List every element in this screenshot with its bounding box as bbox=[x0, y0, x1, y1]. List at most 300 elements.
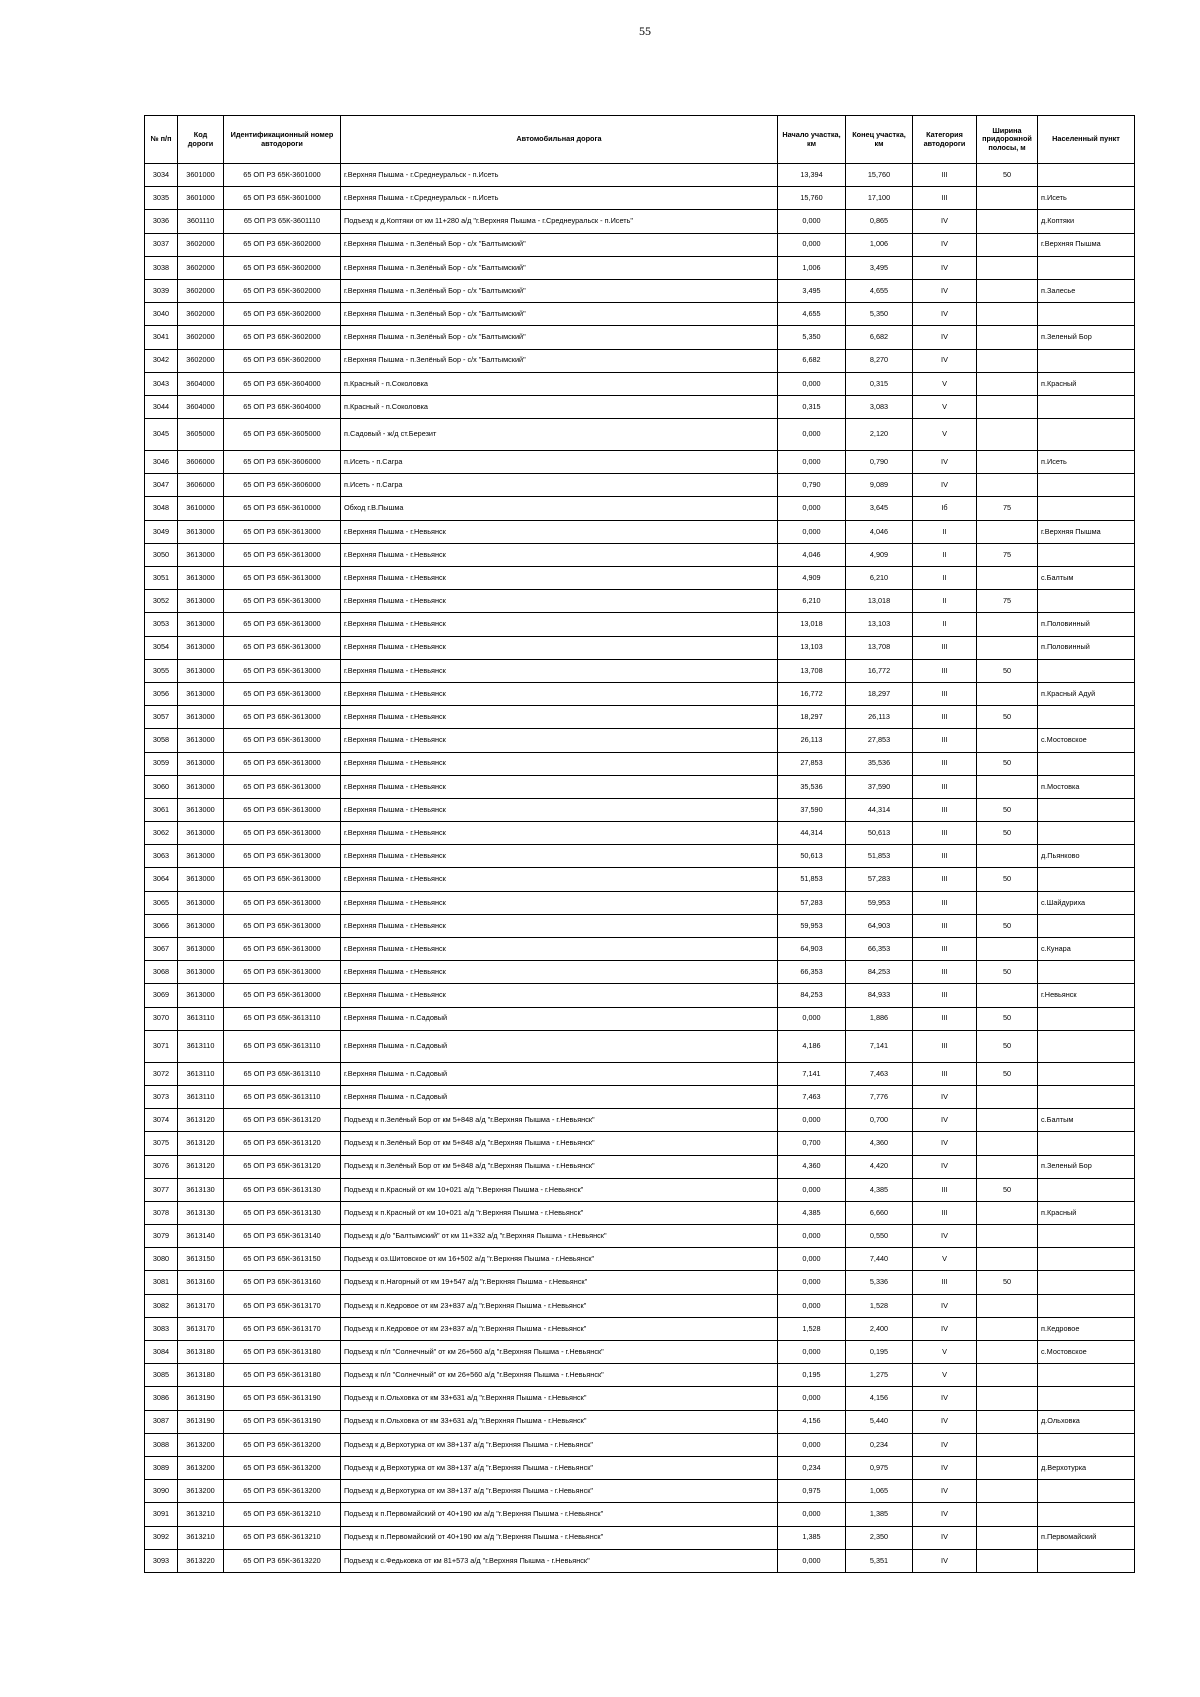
cell-section-end: 5,350 bbox=[846, 303, 913, 326]
cell-road-name: п.Красный - п.Соколовка bbox=[341, 372, 778, 395]
table-row bbox=[145, 1456, 1135, 1479]
cell-category: III bbox=[913, 729, 977, 752]
cell-road-id: 65 ОП РЗ 65К-3613110 bbox=[224, 1062, 341, 1085]
cell-section-start: 0,000 bbox=[778, 1433, 846, 1456]
cell-settlement bbox=[1038, 1085, 1135, 1108]
col-header-category: Категория автодороги bbox=[913, 116, 977, 164]
cell-section-end: 59,953 bbox=[846, 891, 913, 914]
cell-road-id: 65 ОП РЗ 65К-3602000 bbox=[224, 279, 341, 302]
cell-road-name: п.Исеть - п.Сагра bbox=[341, 474, 778, 497]
table-row bbox=[145, 775, 1135, 798]
table-row bbox=[145, 590, 1135, 613]
table-row bbox=[145, 1364, 1135, 1387]
cell-road-name: г.Верхняя Пышма - г.Невьянск bbox=[341, 938, 778, 961]
cell-section-end: 1,385 bbox=[846, 1503, 913, 1526]
page-number: 55 bbox=[639, 24, 651, 38]
cell-section-end: 1,528 bbox=[846, 1294, 913, 1317]
cell-road-name: г.Верхняя Пышма - п.Зелёный Бор - с/х "Балтымский" bbox=[341, 279, 778, 302]
col-header-roadside-width: Ширина придорожной полосы, м bbox=[977, 116, 1038, 164]
cell-settlement: п.Зеленый Бор bbox=[1038, 326, 1135, 349]
cell-roadside-width bbox=[977, 279, 1038, 302]
cell-section-end: 13,018 bbox=[846, 590, 913, 613]
cell-roadside-width bbox=[977, 1225, 1038, 1248]
cell-settlement bbox=[1038, 1480, 1135, 1503]
cell-road-name: Подъезд к д.Верхотурка от км 38+137 а/д "г.Верхняя Пышма - г.Невьянск" bbox=[341, 1433, 778, 1456]
cell-road-code: 3613000 bbox=[178, 543, 224, 566]
roads-table bbox=[144, 115, 1135, 1573]
cell-road-code: 3613200 bbox=[178, 1480, 224, 1503]
cell-settlement bbox=[1038, 1030, 1135, 1062]
cell-category: II bbox=[913, 567, 977, 590]
cell-section-end: 57,283 bbox=[846, 868, 913, 891]
cell-settlement bbox=[1038, 1225, 1135, 1248]
cell-road-id: 65 ОП РЗ 65К-3613200 bbox=[224, 1456, 341, 1479]
cell-settlement bbox=[1038, 303, 1135, 326]
cell-settlement: п.Кедровое bbox=[1038, 1317, 1135, 1340]
cell-section-end: 9,089 bbox=[846, 474, 913, 497]
cell-roadside-width bbox=[977, 984, 1038, 1007]
cell-number: 3042 bbox=[145, 349, 178, 372]
cell-category: II bbox=[913, 613, 977, 636]
cell-road-id: 65 ОП РЗ 65К-3613000 bbox=[224, 567, 341, 590]
cell-road-id: 65 ОП РЗ 65К-3613000 bbox=[224, 682, 341, 705]
cell-settlement bbox=[1038, 1387, 1135, 1410]
cell-road-code: 3613220 bbox=[178, 1549, 224, 1572]
cell-roadside-width bbox=[977, 256, 1038, 279]
cell-road-name: Подъезд к п.Красный от км 10+021 а/д "г.Верхняя Пышма - г.Невьянск" bbox=[341, 1178, 778, 1201]
cell-section-end: 0,865 bbox=[846, 210, 913, 233]
table-row bbox=[145, 1294, 1135, 1317]
cell-settlement: д.Ольховка bbox=[1038, 1410, 1135, 1433]
table-row bbox=[145, 1341, 1135, 1364]
cell-number: 3051 bbox=[145, 567, 178, 590]
cell-settlement bbox=[1038, 1364, 1135, 1387]
cell-section-end: 64,903 bbox=[846, 914, 913, 937]
cell-roadside-width bbox=[977, 1433, 1038, 1456]
cell-settlement: п.Красный Адуй bbox=[1038, 682, 1135, 705]
cell-road-id: 65 ОП РЗ 65К-3613120 bbox=[224, 1155, 341, 1178]
cell-road-id: 65 ОП РЗ 65К-3613000 bbox=[224, 775, 341, 798]
cell-roadside-width bbox=[977, 613, 1038, 636]
cell-road-name: г.Верхняя Пышма - п.Зелёный Бор - с/х "Балтымский" bbox=[341, 303, 778, 326]
cell-section-start: 51,853 bbox=[778, 868, 846, 891]
cell-section-end: 0,790 bbox=[846, 451, 913, 474]
cell-road-id: 65 ОП РЗ 65К-3613000 bbox=[224, 729, 341, 752]
cell-roadside-width bbox=[977, 372, 1038, 395]
cell-roadside-width bbox=[977, 1456, 1038, 1479]
cell-roadside-width bbox=[977, 395, 1038, 418]
cell-section-start: 0,000 bbox=[778, 1503, 846, 1526]
cell-road-code: 3602000 bbox=[178, 349, 224, 372]
table-row bbox=[145, 326, 1135, 349]
cell-roadside-width bbox=[977, 326, 1038, 349]
cell-category: III bbox=[913, 891, 977, 914]
table-row bbox=[145, 914, 1135, 937]
cell-road-id: 65 ОП РЗ 65К-3613000 bbox=[224, 520, 341, 543]
cell-roadside-width bbox=[977, 1364, 1038, 1387]
cell-number: 3091 bbox=[145, 1503, 178, 1526]
cell-section-end: 15,760 bbox=[846, 164, 913, 187]
cell-road-name: г.Верхняя Пышма - п.Зелёный Бор - с/х "Балтымский" bbox=[341, 233, 778, 256]
cell-category: V bbox=[913, 419, 977, 451]
cell-section-end: 37,590 bbox=[846, 775, 913, 798]
cell-road-name: Подъезд к п.Красный от км 10+021 а/д "г.Верхняя Пышма - г.Невьянск" bbox=[341, 1201, 778, 1224]
cell-road-name: г.Верхняя Пышма - г.Невьянск bbox=[341, 798, 778, 821]
cell-road-code: 3613000 bbox=[178, 636, 224, 659]
cell-section-start: 1,385 bbox=[778, 1526, 846, 1549]
cell-number: 3062 bbox=[145, 822, 178, 845]
cell-road-code: 3613000 bbox=[178, 706, 224, 729]
cell-section-start: 13,018 bbox=[778, 613, 846, 636]
cell-roadside-width: 75 bbox=[977, 590, 1038, 613]
table-row bbox=[145, 706, 1135, 729]
cell-road-name: г.Верхняя Пышма - п.Садовый bbox=[341, 1085, 778, 1108]
cell-category: IV bbox=[913, 474, 977, 497]
cell-number: 3083 bbox=[145, 1317, 178, 1340]
cell-road-code: 3606000 bbox=[178, 451, 224, 474]
cell-road-id: 65 ОП РЗ 65К-3601110 bbox=[224, 210, 341, 233]
cell-number: 3074 bbox=[145, 1109, 178, 1132]
cell-section-start: 4,186 bbox=[778, 1030, 846, 1062]
cell-settlement: с.Мостовское bbox=[1038, 1341, 1135, 1364]
cell-section-end: 4,655 bbox=[846, 279, 913, 302]
cell-category: III bbox=[913, 868, 977, 891]
cell-section-start: 0,000 bbox=[778, 1178, 846, 1201]
cell-number: 3063 bbox=[145, 845, 178, 868]
cell-number: 3034 bbox=[145, 164, 178, 187]
table-row bbox=[145, 1155, 1135, 1178]
table-row bbox=[145, 1271, 1135, 1294]
cell-road-name: г.Верхняя Пышма - г.Невьянск bbox=[341, 729, 778, 752]
cell-number: 3043 bbox=[145, 372, 178, 395]
cell-category: V bbox=[913, 1341, 977, 1364]
cell-number: 3078 bbox=[145, 1201, 178, 1224]
cell-road-name: п.Красный - п.Соколовка bbox=[341, 395, 778, 418]
cell-road-id: 65 ОП РЗ 65К-3602000 bbox=[224, 256, 341, 279]
table-row bbox=[145, 372, 1135, 395]
cell-section-end: 7,141 bbox=[846, 1030, 913, 1062]
table-row bbox=[145, 1132, 1135, 1155]
cell-category: III bbox=[913, 961, 977, 984]
table-body bbox=[145, 164, 1135, 1573]
cell-road-id: 65 ОП РЗ 65К-3605000 bbox=[224, 419, 341, 451]
cell-road-code: 3613000 bbox=[178, 984, 224, 1007]
cell-road-name: г.Верхняя Пышма - г.Невьянск bbox=[341, 636, 778, 659]
cell-settlement bbox=[1038, 1007, 1135, 1030]
cell-section-start: 0,234 bbox=[778, 1456, 846, 1479]
cell-roadside-width bbox=[977, 682, 1038, 705]
cell-road-id: 65 ОП РЗ 65К-3606000 bbox=[224, 474, 341, 497]
cell-settlement bbox=[1038, 419, 1135, 451]
cell-road-code: 3613000 bbox=[178, 798, 224, 821]
cell-road-id: 65 ОП РЗ 65К-3613140 bbox=[224, 1225, 341, 1248]
cell-settlement bbox=[1038, 706, 1135, 729]
table-row bbox=[145, 1178, 1135, 1201]
cell-section-end: 4,909 bbox=[846, 543, 913, 566]
cell-settlement: п.Первомайский bbox=[1038, 1526, 1135, 1549]
cell-number: 3057 bbox=[145, 706, 178, 729]
cell-settlement bbox=[1038, 961, 1135, 984]
cell-category: IV bbox=[913, 451, 977, 474]
table-row bbox=[145, 567, 1135, 590]
cell-road-code: 3613120 bbox=[178, 1109, 224, 1132]
cell-road-name: Обход г.В.Пышма bbox=[341, 497, 778, 520]
cell-road-id: 65 ОП РЗ 65К-3613130 bbox=[224, 1201, 341, 1224]
cell-category: IV bbox=[913, 1526, 977, 1549]
cell-road-id: 65 ОП РЗ 65К-3613190 bbox=[224, 1387, 341, 1410]
cell-number: 3079 bbox=[145, 1225, 178, 1248]
cell-category: Iб bbox=[913, 497, 977, 520]
cell-number: 3045 bbox=[145, 419, 178, 451]
cell-section-end: 0,234 bbox=[846, 1433, 913, 1456]
cell-section-end: 84,933 bbox=[846, 984, 913, 1007]
cell-section-start: 84,253 bbox=[778, 984, 846, 1007]
cell-category: III bbox=[913, 822, 977, 845]
cell-section-start: 16,772 bbox=[778, 682, 846, 705]
cell-section-start: 0,315 bbox=[778, 395, 846, 418]
cell-category: IV bbox=[913, 1317, 977, 1340]
cell-road-code: 3602000 bbox=[178, 326, 224, 349]
cell-road-name: г.Верхняя Пышма - г.Невьянск bbox=[341, 822, 778, 845]
cell-road-id: 65 ОП РЗ 65К-3613180 bbox=[224, 1341, 341, 1364]
cell-settlement bbox=[1038, 349, 1135, 372]
cell-section-start: 0,000 bbox=[778, 1225, 846, 1248]
cell-category: V bbox=[913, 1248, 977, 1271]
cell-road-id: 65 ОП РЗ 65К-3613120 bbox=[224, 1109, 341, 1132]
cell-settlement: п.Красный bbox=[1038, 372, 1135, 395]
cell-road-name: г.Верхняя Пышма - п.Садовый bbox=[341, 1062, 778, 1085]
cell-road-code: 3613000 bbox=[178, 775, 224, 798]
cell-road-id: 65 ОП РЗ 65К-3613110 bbox=[224, 1007, 341, 1030]
cell-section-start: 5,350 bbox=[778, 326, 846, 349]
cell-road-code: 3613110 bbox=[178, 1062, 224, 1085]
table-row bbox=[145, 1317, 1135, 1340]
cell-section-start: 0,700 bbox=[778, 1132, 846, 1155]
cell-roadside-width: 50 bbox=[977, 961, 1038, 984]
cell-settlement: с.Шайдуриха bbox=[1038, 891, 1135, 914]
cell-settlement bbox=[1038, 1132, 1135, 1155]
cell-road-code: 3613190 bbox=[178, 1387, 224, 1410]
cell-number: 3050 bbox=[145, 543, 178, 566]
cell-road-id: 65 ОП РЗ 65К-3613000 bbox=[224, 822, 341, 845]
table-row bbox=[145, 961, 1135, 984]
cell-road-code: 3606000 bbox=[178, 474, 224, 497]
cell-category: IV bbox=[913, 1085, 977, 1108]
cell-road-name: Подъезд к п.Зелёный Бор от км 5+848 а/д "г.Верхняя Пышма - г.Невьянск" bbox=[341, 1155, 778, 1178]
cell-road-name: п.Исеть - п.Сагра bbox=[341, 451, 778, 474]
cell-category: II bbox=[913, 590, 977, 613]
table-row bbox=[145, 543, 1135, 566]
cell-settlement: п.Мостовка bbox=[1038, 775, 1135, 798]
cell-settlement: г.Верхняя Пышма bbox=[1038, 520, 1135, 543]
cell-section-end: 3,645 bbox=[846, 497, 913, 520]
cell-section-start: 0,000 bbox=[778, 1248, 846, 1271]
cell-road-id: 65 ОП РЗ 65К-3613110 bbox=[224, 1030, 341, 1062]
cell-category: III bbox=[913, 914, 977, 937]
cell-roadside-width bbox=[977, 729, 1038, 752]
cell-road-name: г.Верхняя Пышма - п.Зелёный Бор - с/х "Балтымский" bbox=[341, 326, 778, 349]
cell-road-name: Подъезд к д/о "Балтымский" от км 11+332 а/д "г.Верхняя Пышма - г.Невьянск" bbox=[341, 1225, 778, 1248]
cell-category: IV bbox=[913, 1503, 977, 1526]
table-row bbox=[145, 474, 1135, 497]
cell-section-start: 15,760 bbox=[778, 187, 846, 210]
cell-section-start: 0,195 bbox=[778, 1364, 846, 1387]
table-row bbox=[145, 1433, 1135, 1456]
cell-roadside-width bbox=[977, 1341, 1038, 1364]
cell-road-code: 3604000 bbox=[178, 395, 224, 418]
cell-category: IV bbox=[913, 1549, 977, 1572]
cell-section-start: 13,394 bbox=[778, 164, 846, 187]
cell-section-start: 18,297 bbox=[778, 706, 846, 729]
cell-road-code: 3613190 bbox=[178, 1410, 224, 1433]
cell-roadside-width bbox=[977, 1526, 1038, 1549]
cell-settlement bbox=[1038, 497, 1135, 520]
cell-number: 3044 bbox=[145, 395, 178, 418]
cell-roadside-width bbox=[977, 1248, 1038, 1271]
cell-category: V bbox=[913, 395, 977, 418]
cell-section-end: 6,660 bbox=[846, 1201, 913, 1224]
cell-section-start: 4,156 bbox=[778, 1410, 846, 1433]
cell-category: IV bbox=[913, 1480, 977, 1503]
table-row bbox=[145, 1526, 1135, 1549]
cell-roadside-width: 75 bbox=[977, 543, 1038, 566]
cell-road-id: 65 ОП РЗ 65К-3613160 bbox=[224, 1271, 341, 1294]
cell-section-end: 4,385 bbox=[846, 1178, 913, 1201]
cell-road-id: 65 ОП РЗ 65К-3601000 bbox=[224, 164, 341, 187]
cell-road-code: 3613200 bbox=[178, 1456, 224, 1479]
cell-number: 3055 bbox=[145, 659, 178, 682]
col-header-section-end: Конец участка, км bbox=[846, 116, 913, 164]
cell-number: 3077 bbox=[145, 1178, 178, 1201]
cell-road-code: 3613120 bbox=[178, 1155, 224, 1178]
cell-section-start: 1,528 bbox=[778, 1317, 846, 1340]
cell-settlement bbox=[1038, 1062, 1135, 1085]
cell-road-name: г.Верхняя Пышма - г.Невьянск bbox=[341, 659, 778, 682]
cell-settlement: п.Исеть bbox=[1038, 451, 1135, 474]
cell-settlement: с.Мостовское bbox=[1038, 729, 1135, 752]
cell-category: III bbox=[913, 1062, 977, 1085]
cell-section-end: 18,297 bbox=[846, 682, 913, 705]
cell-section-start: 26,113 bbox=[778, 729, 846, 752]
cell-category: III bbox=[913, 636, 977, 659]
cell-road-name: г.Верхняя Пышма - г.Невьянск bbox=[341, 984, 778, 1007]
cell-roadside-width bbox=[977, 845, 1038, 868]
cell-number: 3080 bbox=[145, 1248, 178, 1271]
cell-settlement: п.Половинный bbox=[1038, 613, 1135, 636]
table-row bbox=[145, 187, 1135, 210]
cell-category: III bbox=[913, 1030, 977, 1062]
cell-section-start: 13,708 bbox=[778, 659, 846, 682]
cell-section-start: 4,909 bbox=[778, 567, 846, 590]
cell-road-name: Подъезд к оз.Шитовское от км 16+502 а/д "г.Верхняя Пышма - г.Невьянск" bbox=[341, 1248, 778, 1271]
cell-settlement: д.Верхотурка bbox=[1038, 1456, 1135, 1479]
cell-category: III bbox=[913, 1271, 977, 1294]
cell-category: V bbox=[913, 372, 977, 395]
cell-roadside-width bbox=[977, 303, 1038, 326]
cell-road-code: 3613130 bbox=[178, 1178, 224, 1201]
cell-section-end: 51,853 bbox=[846, 845, 913, 868]
cell-road-name: г.Верхняя Пышма - г.Среднеуральск - п.Исеть bbox=[341, 164, 778, 187]
cell-road-name: г.Верхняя Пышма - г.Невьянск bbox=[341, 567, 778, 590]
cell-number: 3072 bbox=[145, 1062, 178, 1085]
cell-road-id: 65 ОП РЗ 65К-3613000 bbox=[224, 891, 341, 914]
cell-section-end: 4,046 bbox=[846, 520, 913, 543]
cell-section-start: 59,953 bbox=[778, 914, 846, 937]
cell-section-start: 1,006 bbox=[778, 256, 846, 279]
table-row bbox=[145, 1007, 1135, 1030]
cell-settlement bbox=[1038, 590, 1135, 613]
cell-section-end: 7,463 bbox=[846, 1062, 913, 1085]
cell-road-id: 65 ОП РЗ 65К-3613210 bbox=[224, 1503, 341, 1526]
cell-number: 3089 bbox=[145, 1456, 178, 1479]
table-row bbox=[145, 497, 1135, 520]
cell-section-start: 0,000 bbox=[778, 1341, 846, 1364]
cell-section-start: 0,000 bbox=[778, 372, 846, 395]
cell-number: 3048 bbox=[145, 497, 178, 520]
cell-road-name: Подъезд к д.Верхотурка от км 38+137 а/д "г.Верхняя Пышма - г.Невьянск" bbox=[341, 1456, 778, 1479]
cell-road-id: 65 ОП РЗ 65К-3613200 bbox=[224, 1480, 341, 1503]
cell-road-id: 65 ОП РЗ 65К-3613210 bbox=[224, 1526, 341, 1549]
cell-section-start: 13,103 bbox=[778, 636, 846, 659]
table-row bbox=[145, 1480, 1135, 1503]
cell-section-start: 0,000 bbox=[778, 1007, 846, 1030]
table-row bbox=[145, 682, 1135, 705]
cell-road-id: 65 ОП РЗ 65К-3602000 bbox=[224, 233, 341, 256]
cell-road-code: 3613000 bbox=[178, 891, 224, 914]
cell-section-start: 6,682 bbox=[778, 349, 846, 372]
cell-section-start: 0,000 bbox=[778, 520, 846, 543]
cell-category: IV bbox=[913, 279, 977, 302]
cell-road-code: 3613000 bbox=[178, 868, 224, 891]
cell-category: III bbox=[913, 775, 977, 798]
cell-settlement: с.Балтым bbox=[1038, 1109, 1135, 1132]
cell-section-end: 0,315 bbox=[846, 372, 913, 395]
cell-number: 3046 bbox=[145, 451, 178, 474]
cell-road-code: 3613000 bbox=[178, 682, 224, 705]
col-header-road-id: Идентификационный номер автодороги bbox=[224, 116, 341, 164]
cell-number: 3073 bbox=[145, 1085, 178, 1108]
table-row bbox=[145, 451, 1135, 474]
cell-section-start: 0,000 bbox=[778, 1271, 846, 1294]
cell-road-id: 65 ОП РЗ 65К-3604000 bbox=[224, 372, 341, 395]
cell-road-code: 3601110 bbox=[178, 210, 224, 233]
cell-roadside-width bbox=[977, 210, 1038, 233]
cell-road-name: г.Верхняя Пышма - г.Невьянск bbox=[341, 752, 778, 775]
cell-section-start: 6,210 bbox=[778, 590, 846, 613]
cell-road-id: 65 ОП РЗ 65К-3613000 bbox=[224, 845, 341, 868]
cell-number: 3052 bbox=[145, 590, 178, 613]
table-row bbox=[145, 868, 1135, 891]
cell-settlement bbox=[1038, 1294, 1135, 1317]
cell-roadside-width: 50 bbox=[977, 659, 1038, 682]
cell-settlement: д.Пьянково bbox=[1038, 845, 1135, 868]
cell-road-id: 65 ОП РЗ 65К-3613000 bbox=[224, 659, 341, 682]
cell-road-id: 65 ОП РЗ 65К-3606000 bbox=[224, 451, 341, 474]
cell-section-end: 0,195 bbox=[846, 1341, 913, 1364]
cell-section-end: 17,100 bbox=[846, 187, 913, 210]
cell-category: III bbox=[913, 659, 977, 682]
table-row bbox=[145, 636, 1135, 659]
cell-road-id: 65 ОП РЗ 65К-3613190 bbox=[224, 1410, 341, 1433]
cell-settlement bbox=[1038, 474, 1135, 497]
cell-road-id: 65 ОП РЗ 65К-3613000 bbox=[224, 868, 341, 891]
cell-section-end: 6,682 bbox=[846, 326, 913, 349]
cell-section-end: 35,536 bbox=[846, 752, 913, 775]
cell-category: III bbox=[913, 164, 977, 187]
cell-roadside-width bbox=[977, 567, 1038, 590]
table-row bbox=[145, 752, 1135, 775]
cell-roadside-width bbox=[977, 1480, 1038, 1503]
